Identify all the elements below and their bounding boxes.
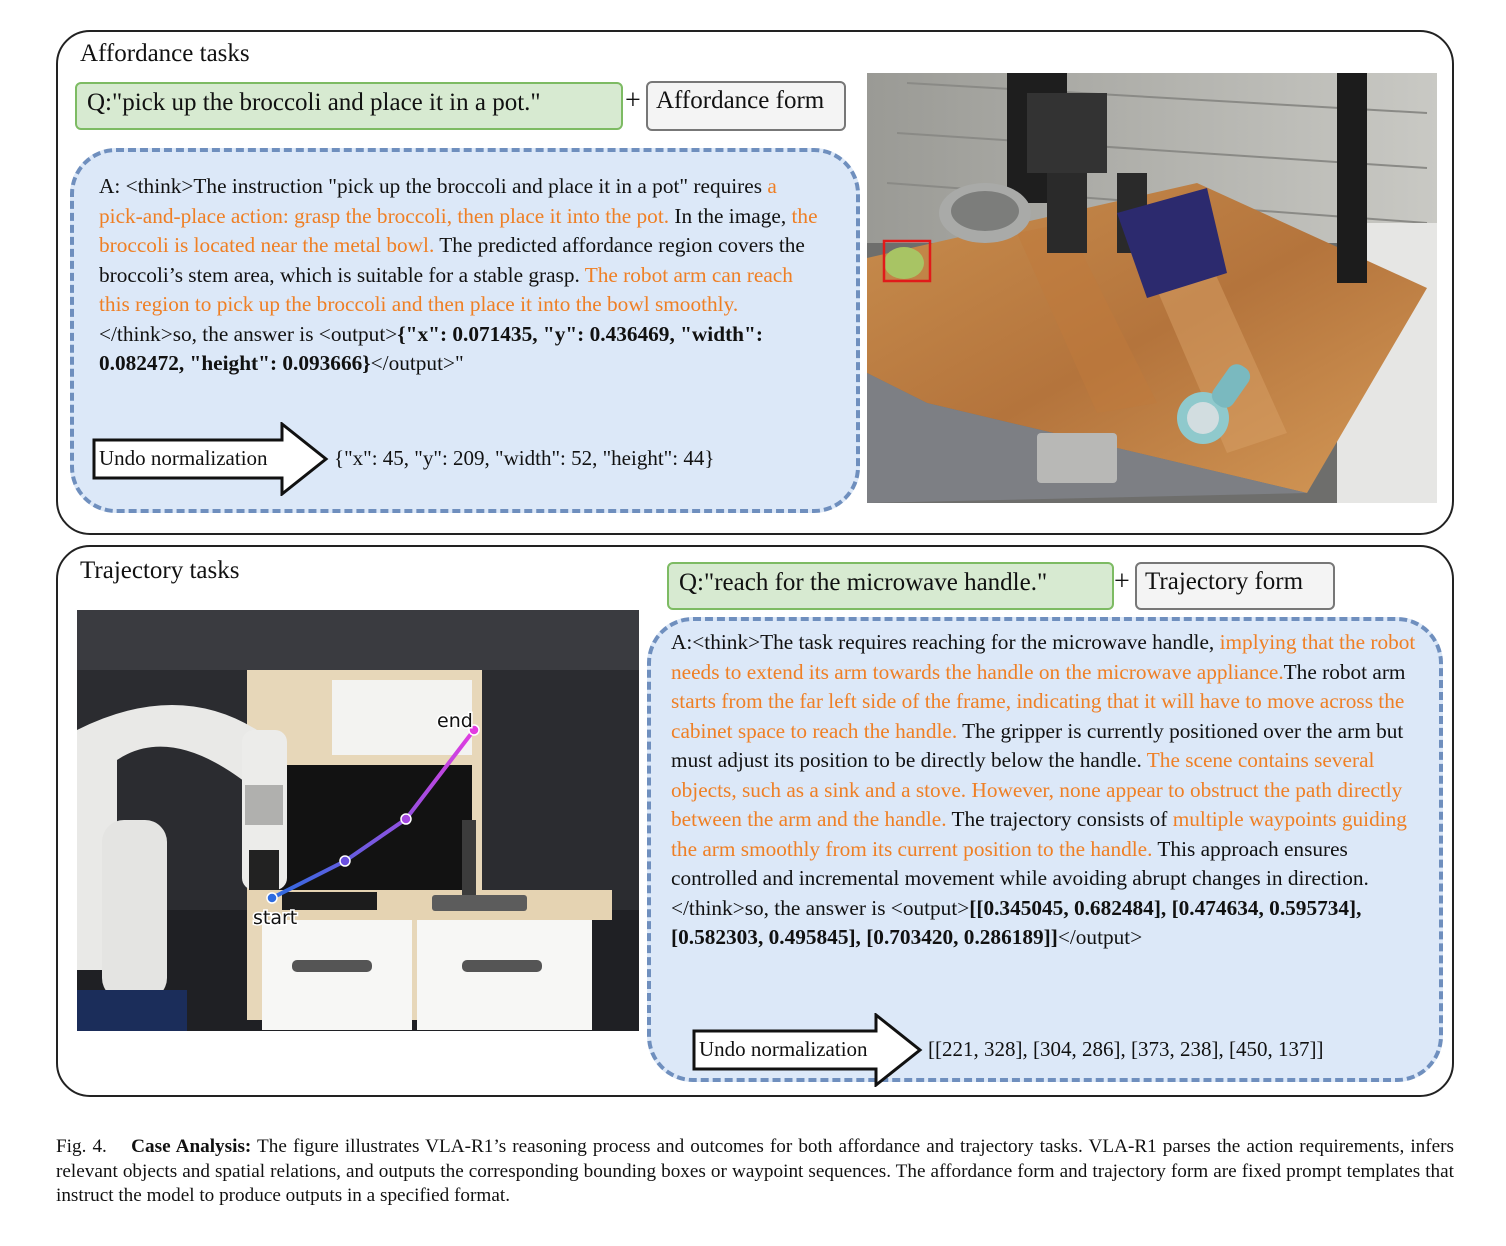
answer-text-span: A: <think>The instruction "pick up the broccoli and place it in a pot" requires [99, 174, 768, 198]
trajectory-plus: + [1114, 566, 1130, 597]
caption-fig-number: Fig. 4. [56, 1136, 107, 1157]
trajectory-form-box: Trajectory form [1135, 562, 1335, 610]
answer-text-span: </think>so, the answer is <output> [99, 321, 398, 346]
caption-bold: Case Analysis: [131, 1136, 252, 1157]
answer-highlight-span: the broccoli is located near the metal bowl. [99, 203, 818, 257]
answer-highlight-span: a pick-and-place action: grasp the broccoli, then place it into the pot. [99, 174, 777, 228]
answer-text-span: </output> [1057, 925, 1143, 949]
trajectory-start-label: start [253, 907, 298, 929]
trajectory-answer-text [671, 628, 1424, 953]
affordance-form-box: Affordance form [646, 81, 846, 131]
waypoint-marker [401, 814, 411, 824]
affordance-undo-result: {"x": 45, "y": 209, "width": 52, "height": 44} [334, 446, 715, 470]
affordance-title: Affordance tasks [80, 40, 250, 67]
waypoint-marker [267, 893, 277, 903]
answer-highlight-span: starts from the far left side of the frame, indicating that it will have to move across the cabinet space to reach the handle. [671, 689, 1405, 743]
answer-text-span: The robot arm [1283, 659, 1406, 684]
affordance-question: Q:"pick up the broccoli and place it in a pot." [75, 82, 623, 130]
answer-text-span: </output>" [370, 351, 464, 375]
affordance-scene-image [867, 73, 1437, 503]
affordance-plus: + [625, 85, 641, 116]
affordance-answer-text [99, 172, 823, 379]
affordance-undo-label: Undo normalization [99, 446, 268, 470]
answer-highlight-span: The robot arm can reach this region to pick up the broccoli and then place it into the bowl smoothly. [99, 262, 793, 316]
answer-output-span: {"x": 0.071435, "y": 0.436469, "width": 0.082472, "height": 0.093666} [99, 321, 763, 375]
answer-text-span: The gripper is currently positioned over the arm but must adjust its position to be directly below the handle. [671, 718, 1404, 772]
waypoint-marker [340, 856, 350, 866]
answer-output-span: [[0.345045, 0.682484], [0.474634, 0.595734], [0.582303, 0.495845], [0.703420, 0.286189]] [671, 895, 1362, 949]
caption-text: The figure illustrates VLA-R1’s reasoning process and outcomes for both affordance and trajectory tasks. VLA-R1 parses the action requirements, infers relevant objects and spatial relations, and outputs the corresponding bounding boxes or waypoint sequences. The affordance form and trajectory form are fixed prompt templates that instruct the model to produce outputs in a specified format. [56, 1136, 1455, 1206]
trajectory-scene-image [77, 610, 639, 1031]
answer-highlight-span: multiple waypoints guiding the arm smoothly from its current position to the handle. [671, 807, 1407, 861]
trajectory-title: Trajectory tasks [80, 557, 240, 584]
answer-highlight-span: implying that the robot needs to extend its arm towards the handle on the microwave appliance. [671, 630, 1416, 684]
answer-text-span: This approach ensures controlled and incremental movement while avoiding abrupt changes in direction.</think>so, the answer is <output> [671, 836, 1369, 920]
answer-text-span: In the image, [669, 203, 792, 228]
answer-text-span: A:<think>The task requires reaching for the microwave handle, [671, 630, 1220, 654]
trajectory-undo-result: [[221, 328], [304, 286], [373, 238], [450, 137]] [928, 1037, 1324, 1061]
trajectory-undo-label: Undo normalization [699, 1037, 868, 1061]
answer-text-span: The predicted affordance region covers the broccoli’s stem area, which is suitable for a stable grasp. [99, 233, 805, 287]
figure-caption [56, 1135, 1454, 1209]
answer-text-span: The trajectory consists of [946, 807, 1173, 831]
trajectory-end-label: end [437, 710, 473, 732]
answer-highlight-span: The scene contains several objects, such as a sink and a stove. However, none appear to obstruct the path directly between the arm and the handle. [671, 748, 1403, 831]
trajectory-question: Q:"reach for the microwave handle." [667, 562, 1114, 610]
